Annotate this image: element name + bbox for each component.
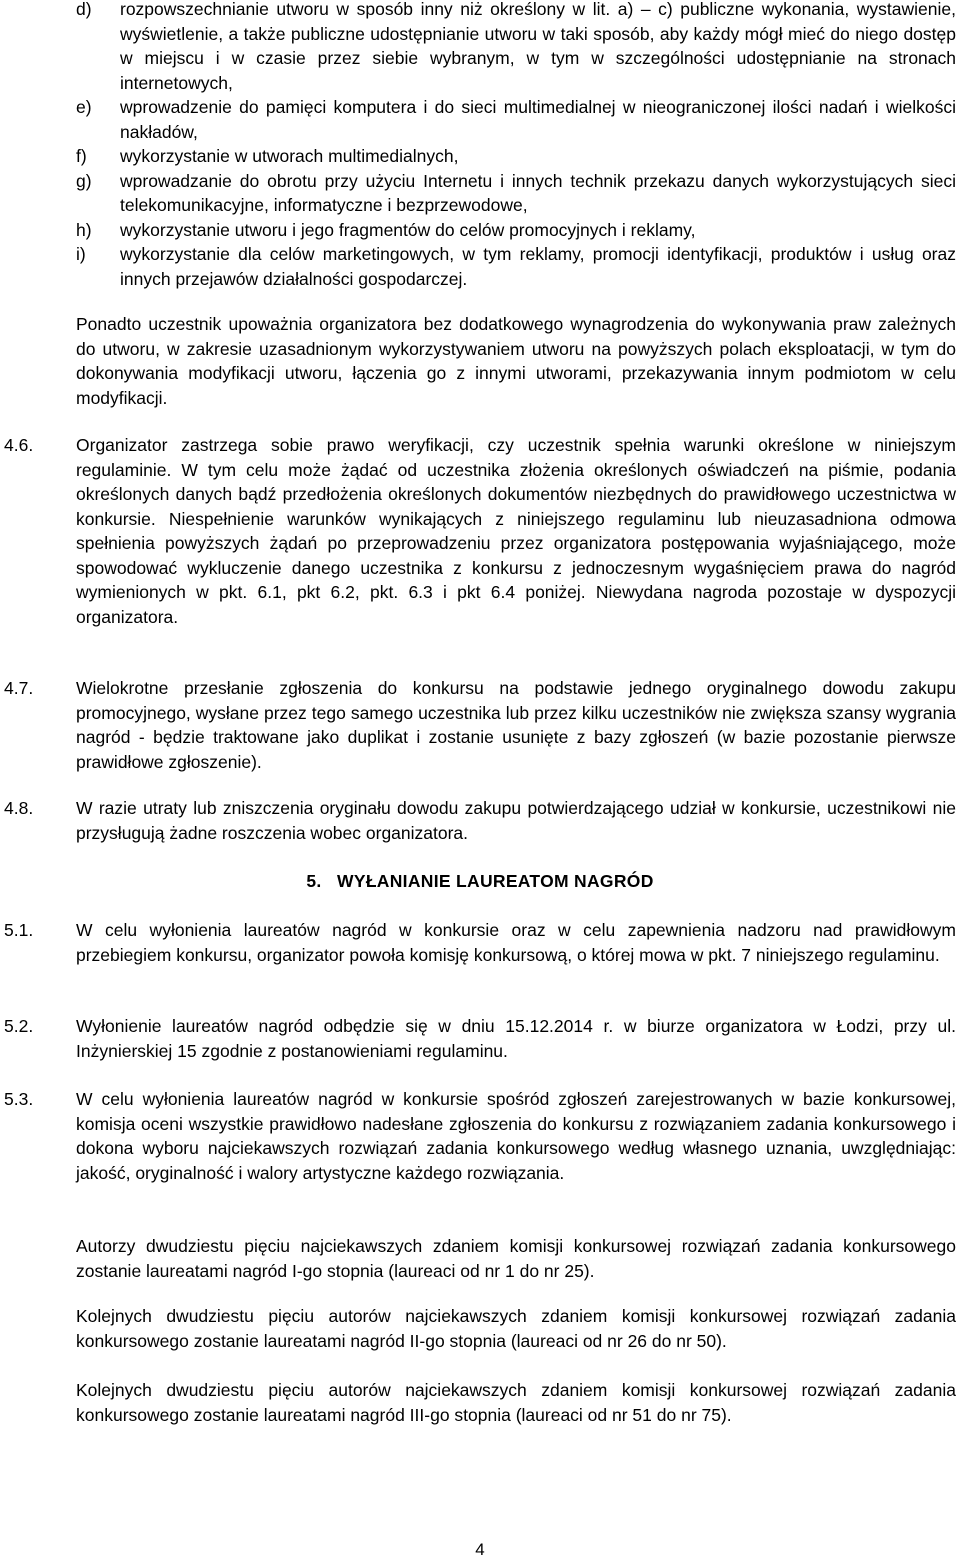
section-text-5-2: Wyłonienie laureatów nagród odbędzie się w dniu 15.12.2014 r. w biurze organizatora w Łodzi, przy ul. Inżynierskiej 15 zgodnie z postanowieniami regulaminu. — [76, 1016, 956, 1061]
list-item-text: wprowadzanie do obrotu przy użyciu Internetu i innych technik przekazu danych wykorzystujących sieci telekomunikacyjne, informatyczne i bezprzewodowe, — [120, 170, 956, 215]
section-number-4-8: 4.8. — [4, 798, 34, 818]
section-number-5-2: 5.2. — [4, 1016, 34, 1036]
list-item — [76, 218, 956, 243]
list-item — [76, 242, 956, 291]
paragraph-laureates-second: Kolejnych dwudziestu pięciu autorów najciekawszych zdaniem komisji konkursowej rozwiązań zadania konkursowego zostanie laureatami nagród II-go stopnia (laureaci od nr 26 do nr 50). — [76, 1306, 956, 1351]
list-item-text: wykorzystanie w utworach multimedialnych, — [120, 146, 459, 166]
section-text-4-6: Organizator zastrzega sobie prawo weryfikacji, czy uczestnik spełnia warunki określone w niniejszym regulaminie. W tym celu może żądać od uczestnika złożenia określonych oświadczeń na piśmie, podania określonych danych bądź przedłożenia określonych dokumentów niezbędnych do prawidłowego uczestnictwa w konkursie. Niespełnienie warunków wynikających z niniejszego regulaminu lub nieuzasadniona odmowa spełnienia powyższych żądań po przeprowadzeniu przez organizatora postępowania wyjaśniającego, może spowodować wykluczenie danego uczestnika z konkursu z jednoczesnym wygaśnięciem prawa do nagród wymienionych w pkt. 6.1, pkt 6.2, pkt. 6.3 i pkt 6.4 poniżej. Niewydana nagroda pozostaje w dyspozycji organizatora. — [76, 435, 956, 627]
paragraph-laureates-first: Autorzy dwudziestu pięciu najciekawszych zdaniem komisji konkursowej rozwiązań zadania konkursowego zostanie laureatami nagród I-go stopnia (laureaci od nr 1 do nr 25). — [76, 1236, 956, 1281]
section-text-5-1: W celu wyłonienia laureatów nagród w konkursie oraz w celu zapewnienia nadzoru nad prawidłowym przebiegiem konkursu, organizator powoła komisję konkursową, o której mowa w pkt. 7 niniejszego regulaminu. — [76, 920, 956, 965]
list-item-label: h) — [76, 219, 92, 240]
list-item-text: rozpowszechnianie utworu w sposób inny niż określony w lit. a) – c) publiczne wykonania, wystawienie, wyświetlenie, a także publiczne udostępnianie utworu w taki sposób, aby każdy mógł mieć do niego dostęp w miejscu i w czasie przez siebie wybranym, w tym w szczególności udostępnianie na stronach internetowych, — [120, 0, 956, 93]
section-number-5-1: 5.1. — [4, 920, 34, 940]
list-item — [76, 169, 956, 218]
page-number: 4 — [475, 1540, 485, 1559]
list-item — [76, 95, 956, 144]
section-heading: 5. WYŁANIANIE LAUREATOM NAGRÓD — [306, 871, 654, 891]
list-item — [76, 0, 956, 95]
list-item — [76, 144, 956, 169]
list-item-label: e) — [76, 97, 92, 117]
section-number-4-7: 4.7. — [4, 678, 34, 698]
list-item-label: d) — [76, 0, 92, 19]
lettered-list — [76, 0, 956, 291]
section-text-5-3: W celu wyłonienia laureatów nagród w konkursie spośród zgłoszeń zarejestrowanych w bazie konkursowej, komisja oceni wszystkie prawidłowo nadesłane zgłoszenia do konkursu z rozwiązaniem zadania konkursowego i dokona wyboru najciekawszych rozwiązań zadania konkursowego według własnego uznania, uwzględniając: jakość, oryginalność i walory artystyczne każdego rozwiązania. — [76, 1089, 956, 1183]
section-number-4-6: 4.6. — [4, 435, 34, 455]
list-item-label: i) — [76, 244, 86, 264]
section-text-4-8: W razie utraty lub zniszczenia oryginału dowodu zakupu potwierdzającego udział w konkursie, uczestnikowi nie przysługują żadne roszczenia wobec organizatora. — [76, 798, 956, 843]
list-item-text: wykorzystanie utworu i jego fragmentów do celów promocyjnych i reklamy, — [120, 219, 696, 240]
paragraph-ponadto: Ponadto uczestnik upoważnia organizatora bez dodatkowego wynagrodzenia do wykonywania praw zależnych do utworu, w zakresie uzasadnionym wykorzystywaniem utworu na powyższych polach eksploatacji, w tym do dokonywania modyfikacji utworu, łączenia go z innymi utworami, przekazywania innym podmiotom w celu modyfikacji. — [76, 314, 956, 408]
section-text-4-7: Wielokrotne przesłanie zgłoszenia do konkursu na podstawie jednego oryginalnego dowodu zakupu promocyjnego, wysłane przez tego samego uczestnika lub przez kilku uczestników nie zwiększa szansy wygrania nagród - będzie traktowane jako duplikat i zostanie usunięte z bazy zgłoszeń (w bazie pozostanie pierwsze prawidłowe zgłoszenie). — [76, 678, 956, 772]
list-item-label: f) — [76, 146, 87, 166]
list-item-text: wprowadzenie do pamięci komputera i do sieci multimedialnej w nieograniczonej ilości nadań i wielkości nakładów, — [120, 97, 956, 142]
paragraph-laureates-third: Kolejnych dwudziestu pięciu autorów najciekawszych zdaniem komisji konkursowej rozwiązań zadania konkursowego zostanie laureatami nagród III-go stopnia (laureaci od nr 51 do nr 75). — [76, 1380, 956, 1425]
section-number-5-3: 5.3. — [4, 1089, 34, 1109]
list-item-text: wykorzystanie dla celów marketingowych, w tym reklamy, promocji identyfikacji, produktów i usług oraz innych przejawów działalności gospodarczej. — [120, 244, 956, 289]
list-item-label: g) — [76, 170, 92, 191]
